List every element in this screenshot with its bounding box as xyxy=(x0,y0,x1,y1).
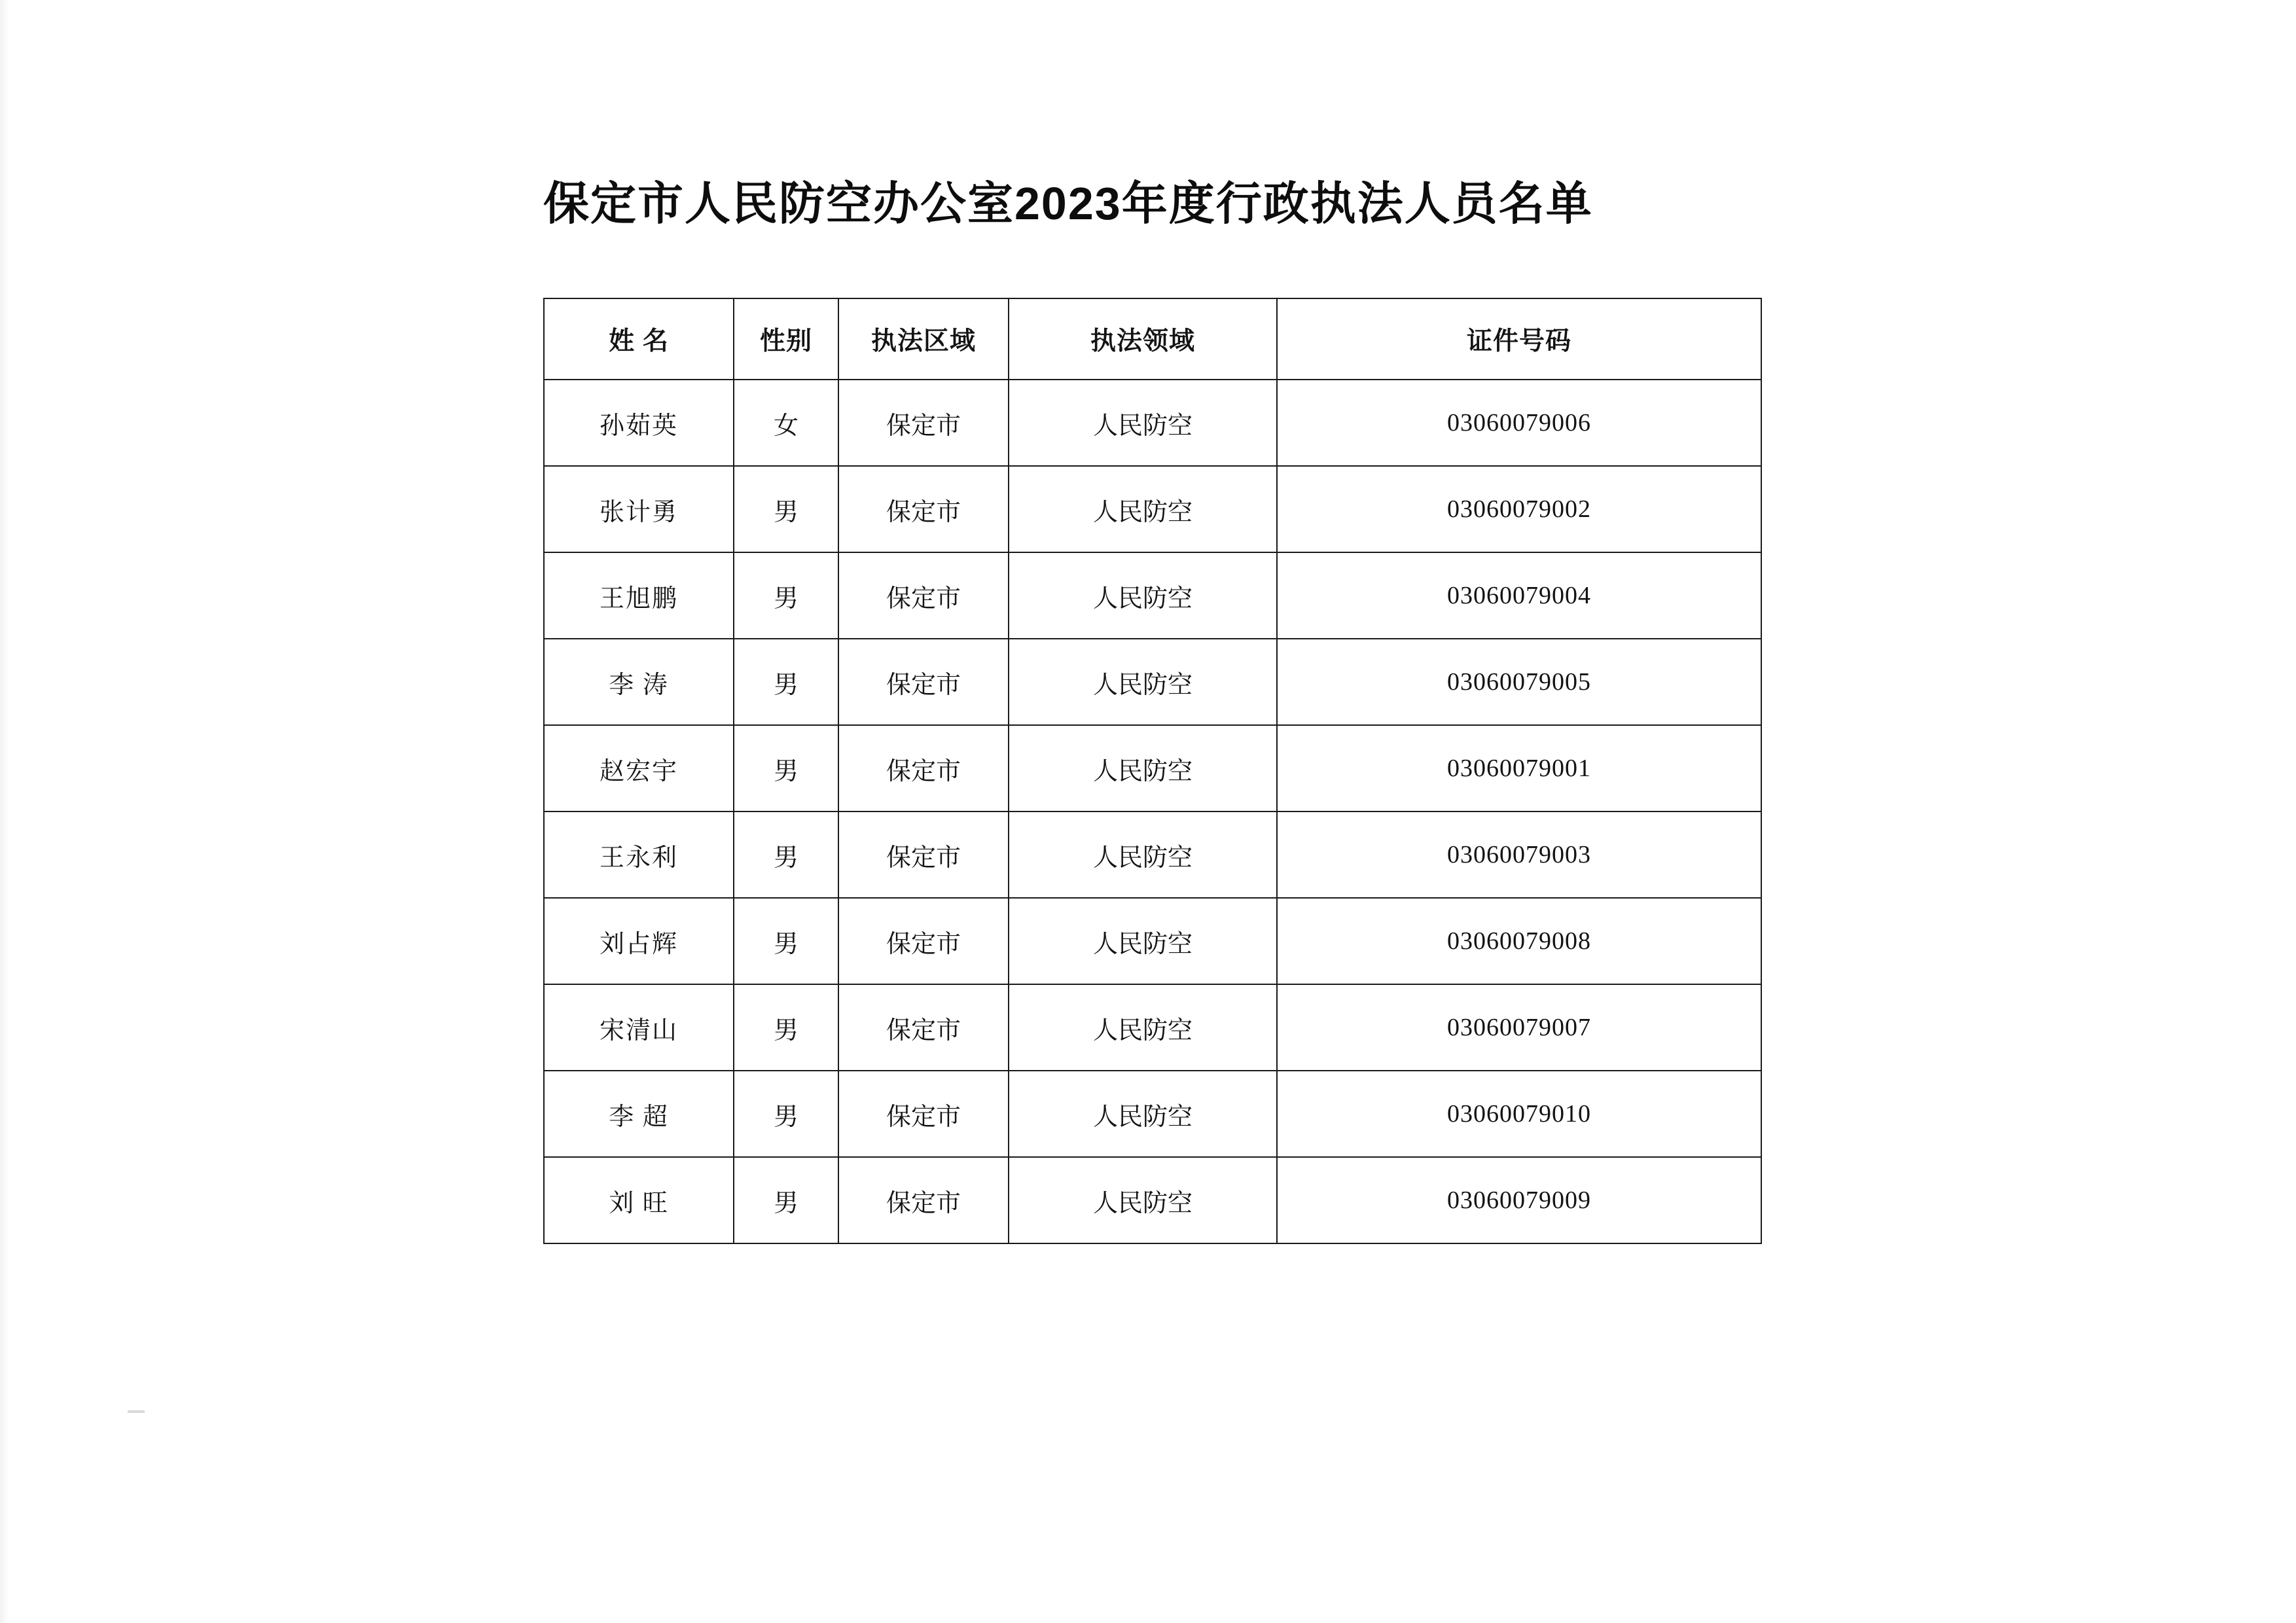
cell-area: 保定市 xyxy=(838,1157,1009,1243)
cell-id: 03060079001 xyxy=(1277,725,1761,812)
table-row xyxy=(544,984,1761,1071)
cell-field: 人民防空 xyxy=(1009,898,1277,984)
cell-id: 03060079002 xyxy=(1277,466,1761,552)
cell-field: 人民防空 xyxy=(1009,380,1277,466)
cell-area: 保定市 xyxy=(838,812,1009,898)
cell-gender: 男 xyxy=(734,466,838,552)
cell-field: 人民防空 xyxy=(1009,812,1277,898)
cell-id: 03060079008 xyxy=(1277,898,1761,984)
table-row xyxy=(544,898,1761,984)
cell-name: 孙茹英 xyxy=(544,380,734,466)
cell-area: 保定市 xyxy=(838,466,1009,552)
cell-id: 03060079009 xyxy=(1277,1157,1761,1243)
cell-name: 张计勇 xyxy=(544,466,734,552)
cell-area: 保定市 xyxy=(838,639,1009,725)
roster-table-container xyxy=(543,298,1761,1244)
cell-gender: 男 xyxy=(734,812,838,898)
table-row xyxy=(544,380,1761,466)
page-title: 保定市人民防空办公室2023年度行政执法人员名单 xyxy=(543,178,1593,229)
cell-area: 保定市 xyxy=(838,984,1009,1071)
cell-field: 人民防空 xyxy=(1009,552,1277,639)
cell-name: 刘 旺 xyxy=(544,1157,734,1243)
scan-edge xyxy=(0,0,9,1623)
cell-area: 保定市 xyxy=(838,1071,1009,1157)
cell-name: 李 涛 xyxy=(544,639,734,725)
table-row xyxy=(544,466,1761,552)
table-row xyxy=(544,639,1761,725)
cell-name: 刘占辉 xyxy=(544,898,734,984)
cell-field: 人民防空 xyxy=(1009,1157,1277,1243)
cell-gender: 男 xyxy=(734,984,838,1071)
cell-gender: 女 xyxy=(734,380,838,466)
cell-id: 03060079005 xyxy=(1277,639,1761,725)
cell-id: 03060079007 xyxy=(1277,984,1761,1071)
column-header-area: 执法区域 xyxy=(838,298,1009,380)
cell-name: 李 超 xyxy=(544,1071,734,1157)
cell-gender: 男 xyxy=(734,898,838,984)
cell-name: 王旭鹏 xyxy=(544,552,734,639)
cell-area: 保定市 xyxy=(838,725,1009,812)
cell-area: 保定市 xyxy=(838,552,1009,639)
cell-field: 人民防空 xyxy=(1009,984,1277,1071)
column-header-field: 执法领域 xyxy=(1009,298,1277,380)
scan-speck xyxy=(128,1410,145,1413)
cell-name: 赵宏宇 xyxy=(544,725,734,812)
table-row xyxy=(544,812,1761,898)
cell-field: 人民防空 xyxy=(1009,725,1277,812)
cell-gender: 男 xyxy=(734,1157,838,1243)
column-header-name: 姓 名 xyxy=(544,298,734,380)
cell-id: 03060079010 xyxy=(1277,1071,1761,1157)
cell-area: 保定市 xyxy=(838,898,1009,984)
cell-name: 宋清山 xyxy=(544,984,734,1071)
table-row xyxy=(544,552,1761,639)
column-header-id: 证件号码 xyxy=(1277,298,1761,380)
cell-id: 03060079004 xyxy=(1277,552,1761,639)
table-row xyxy=(544,725,1761,812)
cell-field: 人民防空 xyxy=(1009,466,1277,552)
cell-id: 03060079006 xyxy=(1277,380,1761,466)
cell-name: 王永利 xyxy=(544,812,734,898)
cell-gender: 男 xyxy=(734,639,838,725)
cell-id: 03060079003 xyxy=(1277,812,1761,898)
table-row xyxy=(544,1071,1761,1157)
roster-table xyxy=(543,298,1762,1244)
table-header-row xyxy=(544,298,1761,380)
column-header-gender: 性别 xyxy=(734,298,838,380)
table-row xyxy=(544,1157,1761,1243)
cell-area: 保定市 xyxy=(838,380,1009,466)
cell-gender: 男 xyxy=(734,1071,838,1157)
cell-gender: 男 xyxy=(734,725,838,812)
cell-field: 人民防空 xyxy=(1009,1071,1277,1157)
cell-gender: 男 xyxy=(734,552,838,639)
cell-field: 人民防空 xyxy=(1009,639,1277,725)
